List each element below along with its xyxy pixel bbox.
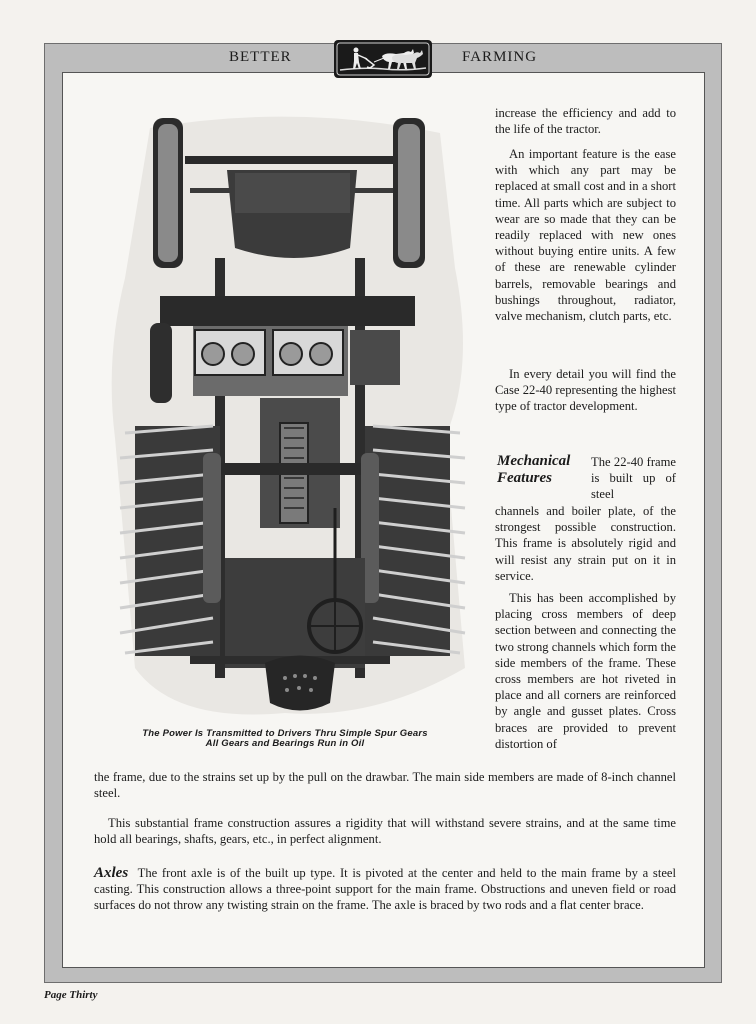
section-heading-mechanical-features: Mechanical Features xyxy=(497,453,571,486)
axles-paragraph: Axles The front axle is of the built up type. It is pivoted at the center and held to the main frame by a steel casting. This construction allows a three-point support for the main frame. Obstructions and uneven field or road surfaces do not throw any twisting strain on the frame. The axle is braced by two rods and a flat center brace. xyxy=(94,865,677,913)
full-width-p5-continued: the frame, due to the strains set up by the pull on the drawbar. The main side members are made of 8-inch channel steel. xyxy=(94,770,676,801)
header-left-word: BETTER xyxy=(229,49,292,65)
right-column-p5: This has been accomplished by placing cross members of deep section between and connecting the two strong channels which form the side members of the frame. These cross members are hot riveted in place and all corners are reinforced by angle and gusset plates. Cross braces are provided to prevent distortion of xyxy=(495,591,676,751)
right-column-p2: An important feature is the ease with which any part may be replaced at small cost and in a short time. All parts which are subject to wear are so made that they can be readily replaced with new ones without buying entire units. A few of these are renewable cylinder barrels, removable bearings and bushings throughout, radiator, valve mechanism, clutch parts, etc. xyxy=(495,147,676,324)
mechanical-lead-text: The 22-40 frame is built up of steel xyxy=(591,455,676,502)
full-width-p6: This substantial frame construction assures a rigidity that will withstand severe strains, and at the same time hold all bearings, shafts, gears, etc., in perfect alignment. xyxy=(94,816,676,847)
illustration-caption: The Power Is Transmitted to Drivers Thru Simple Spur Gears All Gears and Bearings Run in Oil xyxy=(142,728,428,749)
farmer-plowing-emblem-icon xyxy=(334,40,432,78)
right-column-p4: channels and boiler plate, of the strongest possible construction. This frame is absolutely rigid and will resist any strain put on it in service. xyxy=(495,504,676,583)
right-column-p1: increase the efficiency and add to the life of the tractor. xyxy=(495,106,676,137)
page-number: Page Thirty xyxy=(44,989,98,1001)
tractor-chassis-top-view-icon xyxy=(95,108,485,723)
section-heading-axles: Axles xyxy=(94,865,129,881)
header-right-word: FARMING xyxy=(462,49,538,65)
right-column-p3: In every detail you will find the Case 22-40 representing the highest type of tractor development. xyxy=(495,367,676,414)
